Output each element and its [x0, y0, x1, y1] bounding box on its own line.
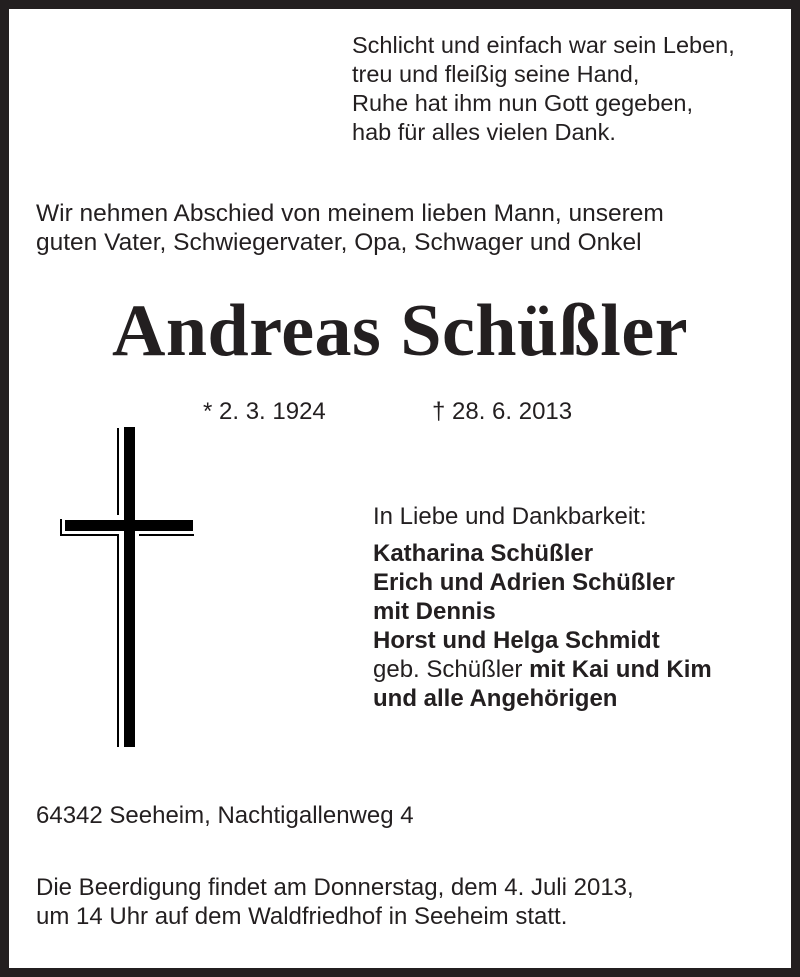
mourner-text: geb. Schüßler	[373, 656, 523, 683]
funeral-info	[36, 873, 634, 931]
mourner-line: Erich und Adrien Schüßler	[373, 569, 675, 596]
mourner-line: Horst und Helga Schmidt	[373, 627, 660, 654]
mourners-heading: In Liebe und Dankbarkeit:	[373, 503, 647, 530]
death-date: † 28. 6. 2013	[432, 398, 573, 425]
mourner-text: mit Kai und Kim	[529, 656, 712, 683]
poem	[352, 31, 735, 147]
poem-line: hab für alles vielen Dank.	[352, 119, 616, 145]
poem-line: Ruhe hat ihm nun Gott gegeben,	[352, 90, 693, 116]
intro-text	[36, 199, 664, 257]
funeral-line: um 14 Uhr auf dem Waldfriedhof in Seeheim statt.	[36, 903, 568, 930]
funeral-line: Die Beerdigung findet am Donnerstag, dem 4. Juli 2013,	[36, 874, 634, 901]
deceased-name: Andreas Schüßler	[111, 290, 689, 372]
poem-line: Schlicht und einfach war sein Leben,	[352, 32, 735, 58]
mourner-line	[373, 655, 712, 684]
mourner-line: und alle Angehörigen	[373, 685, 618, 712]
birth-date: * 2. 3. 1924	[203, 398, 326, 425]
intro-line: guten Vater, Schwiegervater, Opa, Schwager und Onkel	[36, 229, 642, 256]
mourner-line: mit Dennis	[373, 598, 496, 625]
mourner-line: Katharina Schüßler	[373, 540, 594, 567]
intro-line: Wir nehmen Abschied von meinem lieben Mann, unserem	[36, 200, 664, 227]
address: 64342 Seeheim, Nachtigallenweg 4	[36, 802, 414, 829]
mourners	[373, 502, 712, 713]
poem-line: treu und fleißig seine Hand,	[352, 61, 640, 87]
